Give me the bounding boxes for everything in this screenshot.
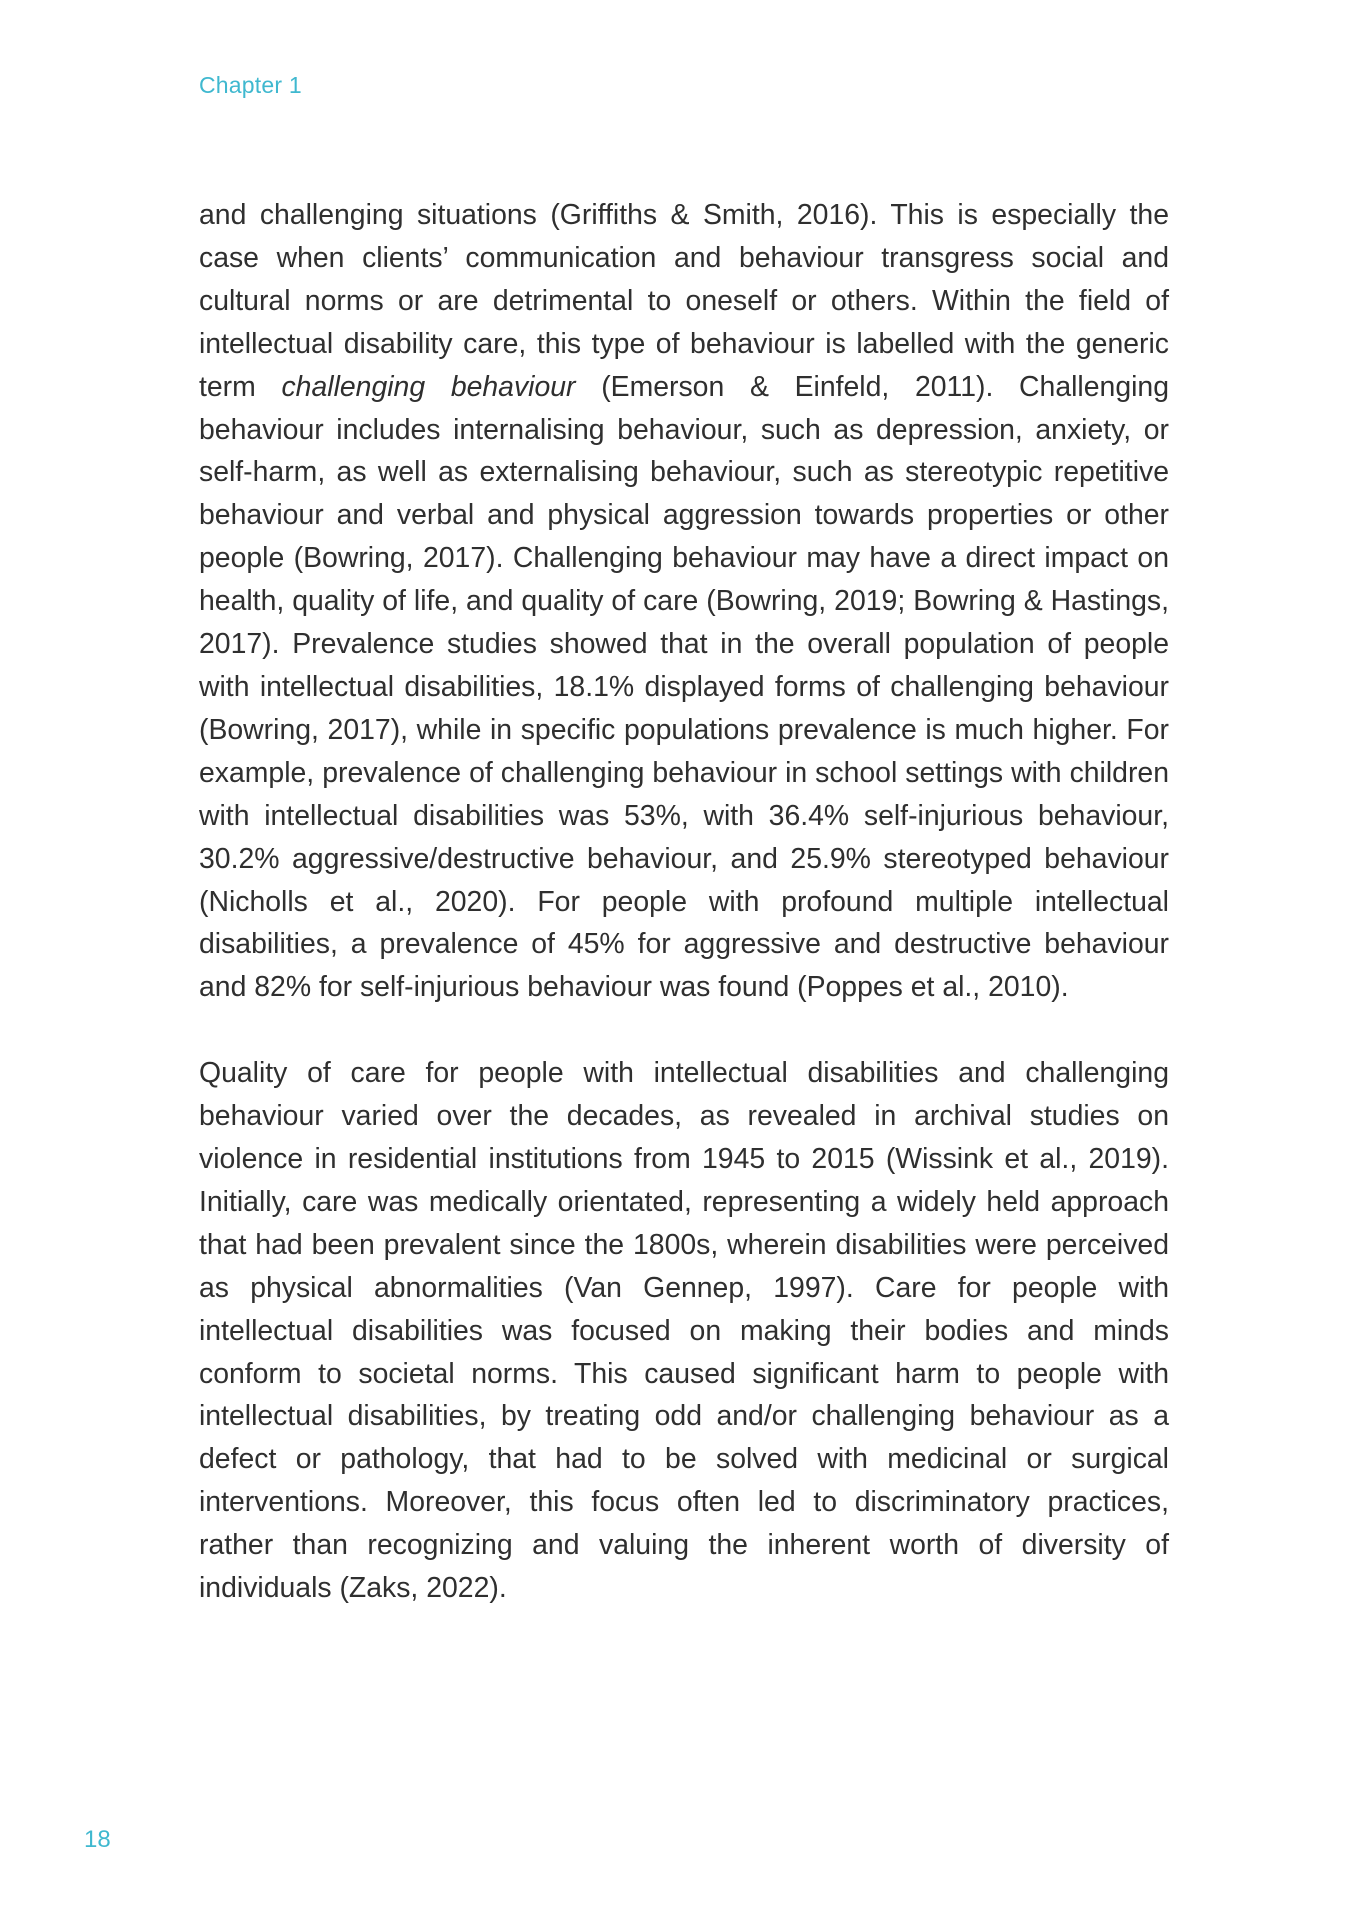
paragraph-1 <box>199 194 1169 1009</box>
running-header-chapter: Chapter 1 <box>199 72 302 98</box>
paragraph-1-text-start: and challenging situations (Griffiths & Smith, 2016). This is especially the case when clients’ communication and behaviour transgress social and cultural norms or are detrimental to oneself or others. Within the field of intellectual disability care, this type of behaviour is labelled with the generic term <box>199 199 1169 403</box>
page-number: 18 <box>84 1826 111 1853</box>
paragraph-1-italic-term: challenging behaviour <box>281 370 576 403</box>
paragraph-2: Quality of care for people with intellectual disabilities and challenging behaviour varied over the decades, as revealed in archival studies on violence in residential institutions from 1945 to 2015 (Wissink et al., 2019). Initially, care was medically orientated, representing a widely held approach that had been prevalent since the 1800s, wherein disabilities were perceived as physical abnormalities (Van Gennep, 1997). Care for people with intellectual disabilities was focused on making their bodies and minds conform to societal norms. This caused significant harm to people with intellectual disabilities, by treating odd and/or challenging behaviour as a defect or pathology, that had to be solved with medicinal or surgical interventions. Moreover, this focus often led to discriminatory practices, rather than recognizing and valuing the inherent worth of diversity of individuals (Zaks, 2022). <box>199 1057 1169 1605</box>
body-text <box>199 194 1169 1610</box>
paragraph-1-text-end: (Emerson & Einfeld, 2011). Challenging behaviour includes internalising behaviour, such as depression, anxiety, or self-harm, as well as externalising behaviour, such as stereotypic repetitive behaviour and verbal and physical aggression towards properties or other people (Bowring, 2017). Challenging behaviour may have a direct impact on health, quality of life, and quality of care (Bowring, 2019; Bowring & Hastings, 2017). Prevalence studies showed that in the overall population of people with intellectual disabilities, 18.1% displayed forms of challenging behaviour (Bowring, 2017), while in specific populations prevalence is much higher. For example, prevalence of challenging behaviour in school settings with children with intellectual disabilities was 53%, with 36.4% self-injurious behaviour, 30.2% aggressive/destructive behaviour, and 25.9% stereotyped behaviour (Nicholls et al., 2020). For people with profound multiple intellectual disabilities, a prevalence of 45% for aggressive and destructive behaviour and 82% for self-injurious behaviour was found (Poppes et al., 2010). <box>199 370 1169 1004</box>
